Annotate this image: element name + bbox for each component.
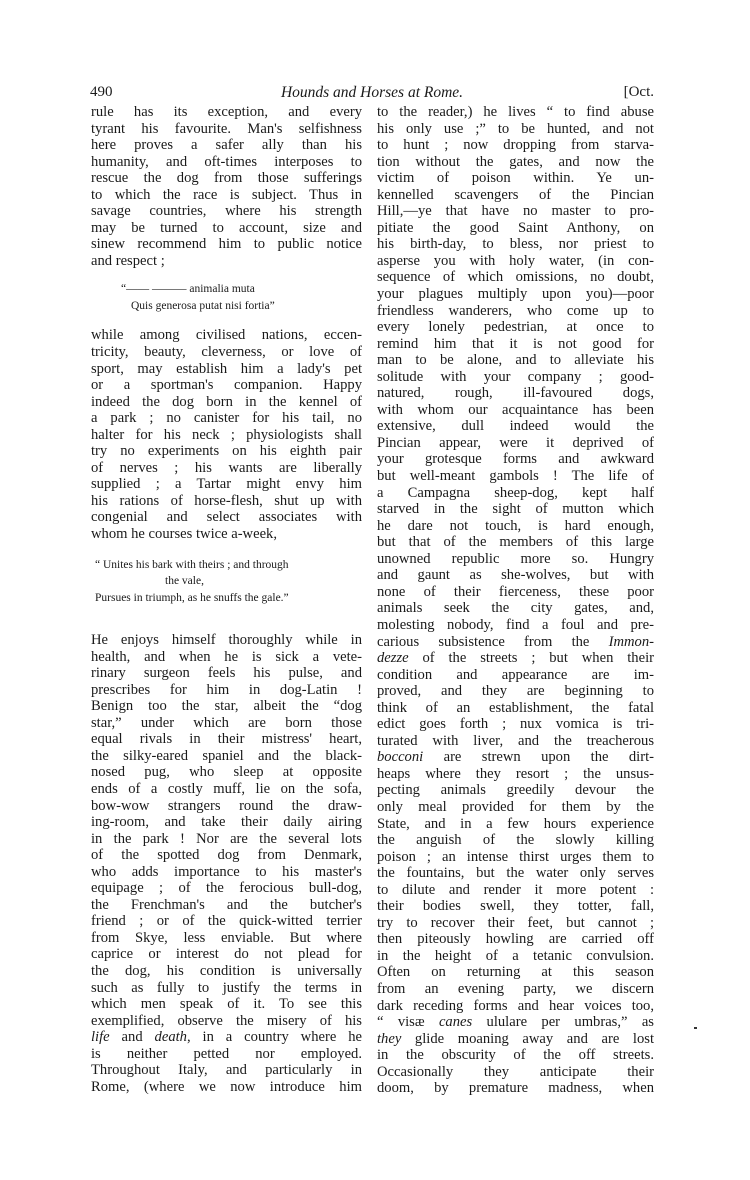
- text-line: is neither petted nor employed.: [91, 1045, 362, 1062]
- italic-word: they: [377, 1030, 402, 1047]
- text-line: Often on returning at this season: [377, 964, 654, 981]
- text-line: sinew recommend him to public notice: [91, 236, 362, 253]
- text-line: the Frenchman's and the butcher's: [91, 896, 362, 913]
- text-line: tyrant his favourite. Man's selfishness: [91, 120, 362, 137]
- text-line: savage countries, where his strength: [91, 203, 362, 220]
- italic-word: Immon-: [608, 633, 654, 650]
- text-line: from an evening party, we discern: [377, 980, 654, 997]
- text-line: to hunt ; now dropping from starva-: [377, 137, 654, 154]
- text-line: the dog, his condition is universally: [91, 963, 362, 980]
- text-line: poison ; an intense thirst urges them to: [377, 848, 654, 865]
- text-line: man to be alone, and to alleviate his: [377, 352, 654, 369]
- text-line: to which the race is subject. Thus in: [91, 186, 362, 203]
- text-line: his rations of horse-flesh, shut up with: [91, 492, 362, 509]
- text-line: proved, and they are beginning to: [377, 683, 654, 700]
- text-line: a Campagna sheep-dog, kept half: [377, 484, 654, 501]
- spacer: [91, 606, 362, 632]
- text-line: or a sportman's companion. Happy: [91, 377, 362, 394]
- text-line: tricity, beauty, cleverness, or love of: [91, 344, 362, 361]
- italic-word: death: [154, 1029, 187, 1046]
- text-run: are strewn upon the dirt-: [423, 749, 654, 766]
- text-line: [377, 650, 654, 667]
- text-line: supplied ; a Tartar might envy him: [91, 476, 362, 493]
- text-line: tion without the gates, and now the: [377, 153, 654, 170]
- text-line: solitude with your company ; good-: [377, 368, 654, 385]
- text-line: to dilute and render it more potent :: [377, 881, 654, 898]
- text-line: remind him that it is not good for: [377, 335, 654, 352]
- running-title: Hounds and Horses at Rome.: [280, 84, 464, 101]
- text-line: from Skye, less enviable. But where: [91, 929, 362, 946]
- text-line: condition and appearance are im-: [377, 666, 654, 683]
- text-line: equal rivals in their mistress' heart,: [91, 731, 362, 748]
- text-line: health, and when he is sick a vete-: [91, 648, 362, 665]
- text-line: exemplified, observe the misery of his: [91, 1012, 362, 1029]
- text-line: indeed the dog born in the kennel of: [91, 393, 362, 410]
- text-line: starved in the sight of mutton which: [377, 501, 654, 518]
- text-line: edict goes forth ; nux vomica is tri-: [377, 716, 654, 733]
- text-run: , in a country where he: [186, 1029, 362, 1046]
- text-line: rule has its exception, and every: [91, 104, 362, 120]
- text-line: here proves a safer ally than his: [91, 137, 362, 154]
- text-line: Benign too the star, albeit the “dog: [91, 698, 362, 715]
- text-line: pecting animals greedily devour the: [377, 782, 654, 799]
- text-line: friendless wanderers, who come up to: [377, 302, 654, 319]
- text-line: dark receding forms and hear voices too,: [377, 997, 654, 1014]
- italic-word: canes: [438, 1014, 473, 1031]
- text-line: whom he courses twice a-week,: [91, 526, 277, 543]
- verse-quote-line: “—— ——— animalia muta: [121, 283, 255, 296]
- text-line: and respect ;: [91, 252, 165, 269]
- text-line: extensive, dull indeed would the: [377, 418, 654, 435]
- page-number: 490: [90, 84, 113, 100]
- text-line: rinary surgeon feels his pulse, and: [91, 665, 362, 682]
- text-line: rescue the dog from those sufferings: [91, 170, 362, 187]
- text-line: [377, 1014, 654, 1031]
- text-line: only meal provided for them by the: [377, 798, 654, 815]
- text-line: every lonely pedestrian, at once to: [377, 319, 654, 336]
- text-line: [377, 634, 654, 651]
- verse-quote-line: the vale,: [165, 575, 204, 588]
- text-line: sequence of which omissions, no doubt,: [377, 269, 654, 286]
- spacer: [91, 543, 362, 557]
- text-line: think of an establishment, the fatal: [377, 699, 654, 716]
- text-run: and: [109, 1029, 155, 1046]
- text-line: [377, 749, 654, 766]
- text-line: the fountains, but the water only serves: [377, 865, 654, 882]
- text-line: humanity, and oft-times interposes to: [91, 153, 362, 170]
- text-line: his only use ;” to be hunted, and not: [377, 120, 654, 137]
- text-line: your plagues multiply upon you)—poor: [377, 286, 654, 303]
- text-line: then piteously howling are carried off: [377, 931, 654, 948]
- text-line: Throughout Italy, and particularly in: [91, 1062, 362, 1079]
- italic-word: dezze: [377, 650, 409, 667]
- text-line: and gaunt as she-wolves, but with: [377, 567, 654, 584]
- text-line: halter for his neck ; physiologists shall: [91, 426, 362, 443]
- text-line: He enjoys himself thoroughly while in: [91, 632, 362, 649]
- text-line: pitiate the good Saint Anthony, on: [377, 219, 654, 236]
- text-line: ends of a costly muff, lie on the sofa,: [91, 781, 362, 797]
- text-line: of the spotted dog from Denmark,: [91, 847, 362, 864]
- spacer: [91, 315, 362, 327]
- text-line: but that of the members of this large: [377, 534, 654, 551]
- text-line: natured, rough, ill-favoured dogs,: [377, 385, 654, 402]
- text-line: equipage ; of the ferocious bull-dog,: [91, 880, 362, 897]
- text-line: in the height of a tetanic convulsion.: [377, 947, 654, 964]
- verse-quote-line: “ Unites his bark with theirs ; and through: [95, 558, 289, 571]
- text-line: Pincian appear, were it deprived of: [377, 434, 654, 451]
- text-line: the anguish of the slowly killing: [377, 832, 654, 849]
- verse-quote-line: Pursues in triumph, as he snuffs the gale.”: [95, 591, 289, 604]
- text-line: Hill,—ye that have no master to pro-: [377, 203, 654, 220]
- text-line: such as fully to justify the terms in: [91, 979, 362, 996]
- text-line: bow-wow strangers round the draw-: [91, 797, 362, 814]
- text-run: ululare per umbras,” as: [472, 1014, 654, 1031]
- text-run: of the streets ; but when their: [408, 650, 654, 667]
- verse-quote-line: Quis generosa putat nisi fortia”: [131, 300, 275, 313]
- text-line: nosed pug, who sleep at opposite: [91, 764, 362, 781]
- text-line: molesting nobody, find a foul and pre-: [377, 616, 654, 633]
- spacer: [91, 269, 362, 281]
- italic-word: life: [91, 1029, 110, 1046]
- text-line: kennelled scavengers of the Pincian: [377, 186, 654, 203]
- text-line: prescribes for him in dog-Latin !: [91, 681, 362, 698]
- text-line: State, and in a few hours experience: [377, 815, 654, 832]
- text-line: their bodies swell, they totter, fall,: [377, 898, 654, 915]
- text-line: turated with liver, and the treacherous: [377, 732, 654, 749]
- text-line: of nerves ; his wants are liberally: [91, 459, 362, 476]
- text-line: congenial and select associates with: [91, 509, 362, 526]
- text-line: but well-meant gambols ! The life of: [377, 468, 654, 485]
- text-line: doom, by premature madness, when: [377, 1080, 654, 1097]
- text-line: may be turned to account, size and: [91, 219, 362, 236]
- text-line: star,” under which are born those: [91, 714, 362, 731]
- month-label: [Oct.: [623, 84, 654, 100]
- text-line: in the park ! Nor are the several lots: [91, 830, 362, 847]
- text-line: in the obscurity of the off streets.: [377, 1047, 654, 1064]
- text-line: to the reader,) he lives “ to find abuse: [377, 104, 654, 120]
- margin-mark: [694, 1027, 697, 1029]
- text-line: Occasionally they anticipate their: [377, 1063, 654, 1080]
- text-line: caprice or interest do not plead for: [91, 946, 362, 963]
- text-line: asperse you with holy water, (in con-: [377, 252, 654, 269]
- text-line: who adds importance to his master's: [91, 863, 362, 880]
- text-run: carious subsistence from the: [377, 633, 609, 650]
- text-line: the silky-eared spaniel and the black-: [91, 747, 362, 764]
- text-line: ing-room, and take their daily airing: [91, 814, 362, 831]
- left-column: [91, 104, 362, 1095]
- text-line: animals seek the city gates, and,: [377, 600, 654, 617]
- text-line: while among civilised nations, eccen-: [91, 327, 362, 344]
- text-line: try no experiments on his eighth pair: [91, 443, 362, 460]
- text-line: which men speak of it. To see this: [91, 996, 362, 1013]
- text-line: try to recover their feet, but cannot ;: [377, 914, 654, 931]
- text-line: [377, 1031, 654, 1048]
- text-line: unowned republic more so. Hungry: [377, 550, 654, 567]
- text-line: he dare not touch, is hard enough,: [377, 517, 654, 534]
- text-run: glide moaning away and are lost: [401, 1030, 654, 1047]
- text-line: victim of poison within. Ye un-: [377, 170, 654, 187]
- text-line: your grotesque forms and awkward: [377, 451, 654, 468]
- text-line: none of their fierceness, these poor: [377, 583, 654, 600]
- text-run: “ visæ: [377, 1014, 439, 1031]
- text-line: [91, 1029, 362, 1046]
- text-line: friend ; or of the quick-witted terrier: [91, 913, 362, 930]
- text-line: sport, may establish him a lady's pet: [91, 360, 362, 377]
- text-line: Rome, (where we now introduce him: [91, 1078, 362, 1095]
- text-line: his birth-day, to bless, nor priest to: [377, 236, 654, 253]
- text-line: with whom our acquaintance has been: [377, 401, 654, 418]
- page-header: [90, 84, 654, 104]
- right-column: [377, 104, 654, 1097]
- italic-word: bocconi: [377, 749, 424, 766]
- text-line: a park ; no canister for his tail, no: [91, 410, 362, 427]
- text-line: heaps where they resort ; the unsus-: [377, 765, 654, 782]
